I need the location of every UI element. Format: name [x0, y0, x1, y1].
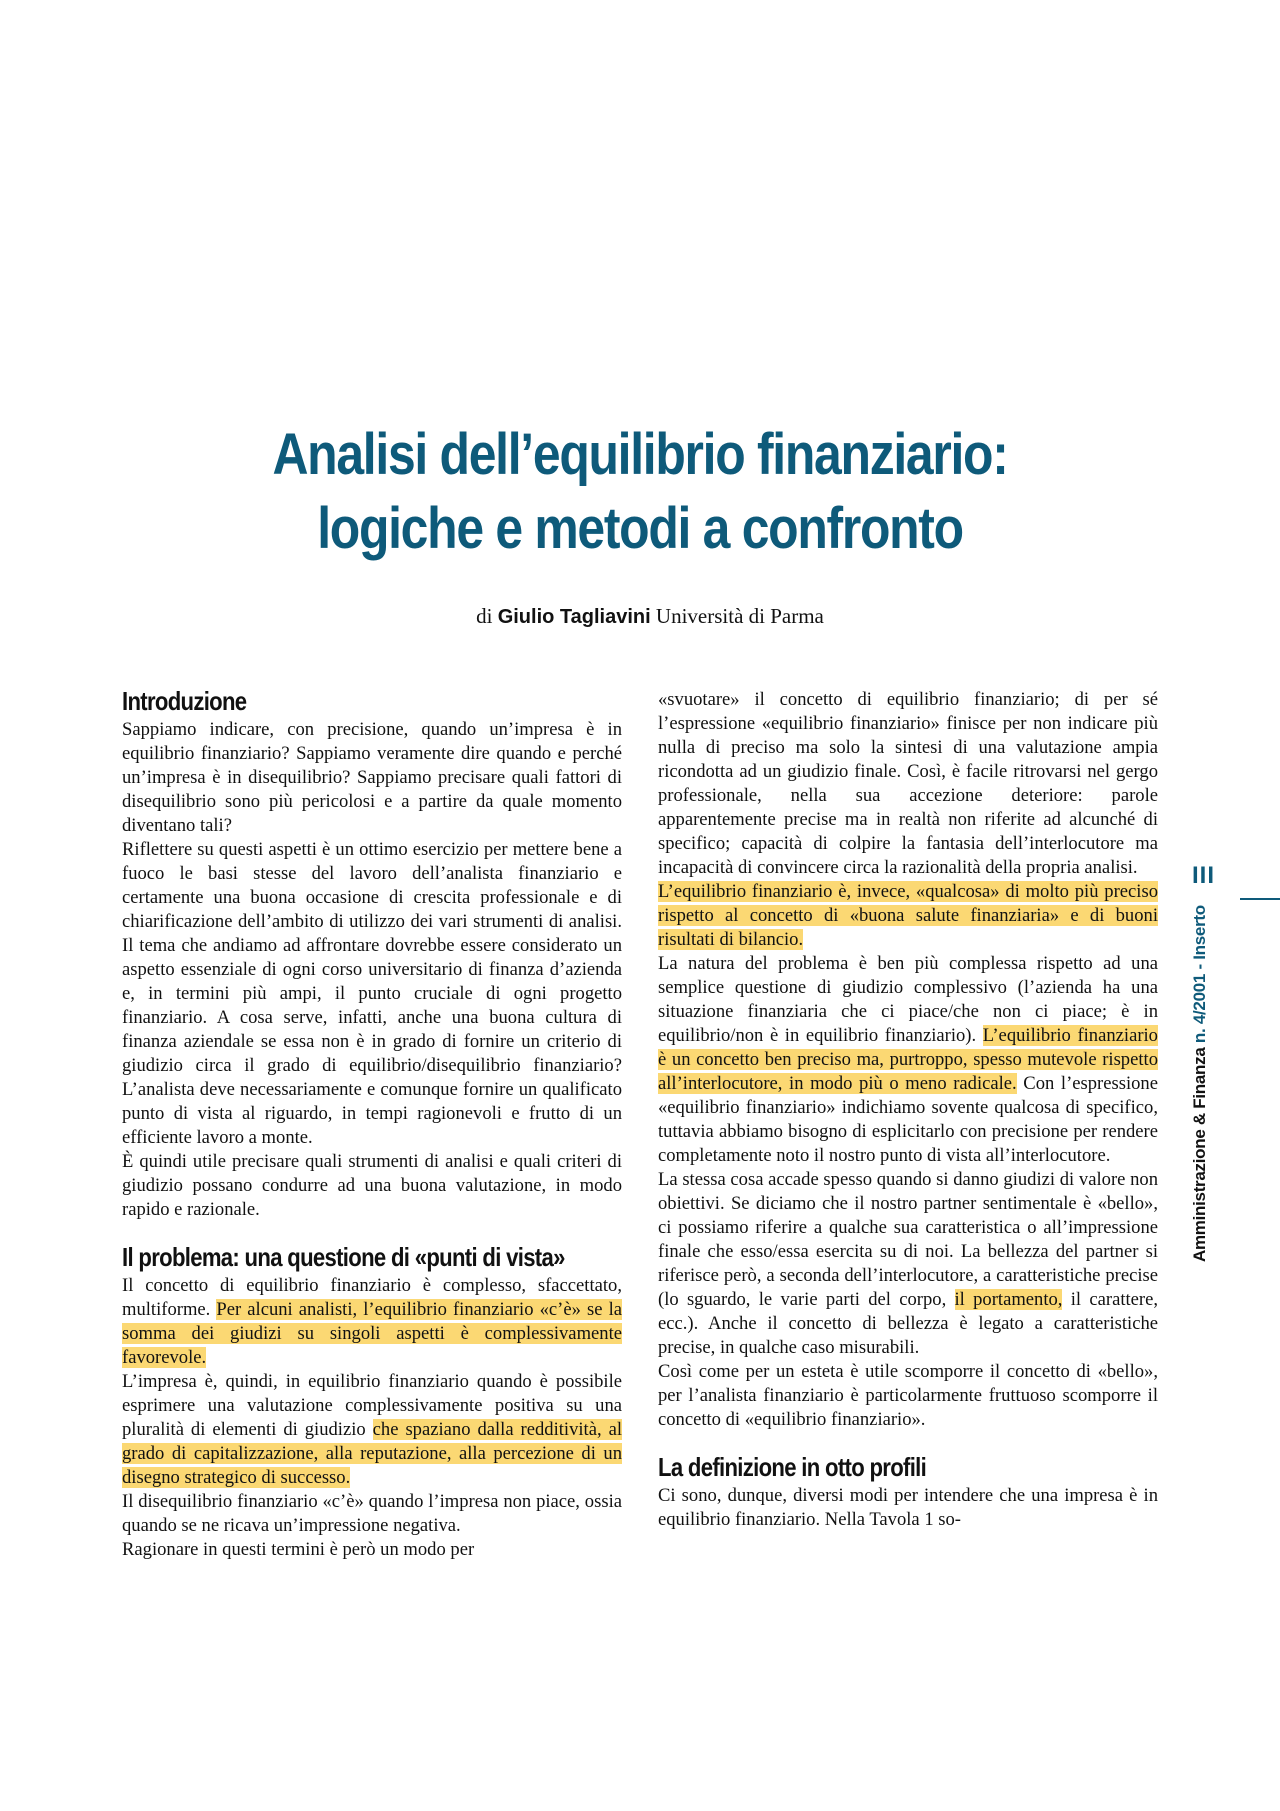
problem-text: L’impresa è, quindi, in equilibrio finanziario quando è possibile esprimere una valutazione complessivamente positiva su una pluralità di elementi di giudizio [122, 1371, 622, 1440]
page-number: III [1192, 862, 1216, 889]
right-paragraph-4 [658, 1168, 1158, 1360]
problem-paragraph-2 [122, 1370, 622, 1490]
intro-paragraph-1: Sappiamo indicare, con precisione, quando un’impresa è in equilibrio finanziario? Sappiamo veramente dire quando e perché un’impresa è in disequilibrio? Sappiamo precisare quali fattori di disequilibrio sono più pericolosi e a partire da quale momento diventano tali? [122, 719, 622, 836]
byline-prefix: di [476, 604, 493, 628]
magazine-name: Amministrazione & Finanza [1190, 1047, 1209, 1262]
body-text: La natura del problema è ben più complessa rispetto ad una semplice questione di giudizio complessivo (l’azienda ha una situazione finanziaria che ci piace/che non ci piace; è in equilibrio/non è in equilibrio finanziario). [658, 953, 1158, 1046]
title-line-1: Analisi dell’equilibrio finanziario: [272, 422, 1008, 487]
left-column [122, 686, 622, 1562]
intro-paragraph-3: È quindi utile precisare quali strumenti di analisi e quali criteri di giudizio possano condurre ad una buona valutazione, in modo rapido e razionale. [122, 1151, 622, 1220]
heading-introduzione: Introduzione [122, 686, 247, 716]
body-text: il carattere, ecc.). Anche il concetto di bellezza è legato a caratteristiche precise, in qualche caso misurabili. [658, 1289, 1158, 1358]
highlighted-text: che spaziano dalla redditività, al grado di capitalizzazione, alla reputazione, alla percezione di un disegno strategico di successo. [122, 1419, 623, 1488]
problem-paragraph-1 [122, 1274, 622, 1370]
body-text: Con l’espressione «equilibrio finanziario» indichiamo sovente qualcosa di specifico, tuttavia abbiamo bisogno di esplicitarlo con precisione per rendere completamente noto il nostro punto di vista all’interlocutore. [658, 1073, 1158, 1166]
highlighted-text: il portamento, [954, 1289, 1063, 1310]
right-paragraph-6: Ci sono, dunque, diversi modi per intendere che una impresa è in equilibrio finanziario. Nella Tavola 1 so- [658, 1485, 1158, 1530]
problem-text: Il concetto di equilibrio finanziario è complesso, sfaccettato, multiforme. [122, 1275, 622, 1320]
highlighted-text: L’equilibrio finanziario è, invece, «qualcosa» di molto più preciso rispetto al concetto di «buona salute finanziaria» e di buoni risultati di bilancio. [658, 881, 1158, 950]
title-line-2: logiche e metodi a confronto [317, 496, 963, 561]
running-footer [1190, 862, 1210, 1262]
sidebar-rule [1240, 898, 1280, 900]
article-title [90, 418, 1191, 566]
right-column [658, 688, 1158, 1532]
highlighted-text: Per alcuni analisti, l’equilibrio finanziario «c’è» se la somma dei giudizi su singoli aspetti è complessivamente favorevole. [122, 1299, 622, 1368]
author-affiliation: Università di Parma [655, 604, 824, 628]
intro-paragraph-2: Riflettere su questi aspetti è un ottimo esercizio per mettere bene a fuoco le basi stesse del lavoro dell’analista finanziario e certamente una buona occasione di crescita professionale e di chiarificazione dell’ambito di utilizzo dei vari strumenti di analisi. Il tema che andiamo ad affrontare dovrebbe essere considerato un aspetto essenziale di ogni corso universitario di finanza d’azienda e, in termini più ampi, il punto cruciale di ogni progetto finanziario. A cosa serve, infatti, anche una buona cultura di finanza aziendale se essa non è in grado di fornire un criterio di giudizio circa il grado di equilibrio/disequilibrio finanziario? L’analista deve necessariamente e comunque fornire un qualificato punto di vista al riguardo, in tempi ragionevoli e frutto di un efficiente lavoro a monte. [122, 839, 622, 1148]
problem-paragraph-3: Il disequilibrio finanziario «c’è» quando l’impresa non piace, ossia quando se ne ricava un’impressione negativa. [122, 1491, 622, 1536]
author-name: Giulio Tagliavini [497, 606, 651, 628]
heading-definizione: La definizione in otto profili [658, 1452, 927, 1482]
right-paragraph-5: Così come per un esteta è utile scomporre il concetto di «bello», per l’analista finanziario è particolarmente fruttuoso scomporre il concetto di «equilibrio finanziario». [658, 1361, 1158, 1430]
body-text: La stessa cosa accade spesso quando si danno giudizi di valore non obiettivi. Se diciamo che il nostro partner sentimentale è «bello», ci possiamo riferire a qualche sua caratteristica o all’impressione finale che esso/essa esercita su di noi. La bellezza del partner si riferisce però, a seconda dell’interlocutore, a caratteristiche precise (lo sguardo, le varie parti del corpo, [658, 1169, 1158, 1310]
byline [0, 604, 1280, 629]
issue-label: n. 4/2001 - Inserto [1190, 905, 1209, 1044]
right-paragraph-1: «svuotare» il concetto di equilibrio finanziario; di per sé l’espressione «equilibrio finanziario» finisce per non indicare più nulla di preciso ma solo la sintesi di una valutazione ampia ricondotta ad un giudizio finale. Così, è facile ritrovarsi nel gergo professionale, nella sua accezione deteriore: parole apparentemente precise ma in realtà non riferite ad alcunché di specifico; capacità di colpire la fantasia dell’interlocutore ma incapacità di convincere circa la razionalità della propria analisi. [658, 689, 1158, 878]
highlighted-text: L’equilibrio finanziario è un concetto ben preciso ma, purtroppo, spesso mutevole rispetto all’interlocutore, in modo più o meno radicale. [658, 1025, 1158, 1094]
heading-problema: Il problema: una questione di «punti di vista» [122, 1242, 565, 1272]
right-paragraph-2 [658, 880, 1158, 952]
problem-paragraph-4: Ragionare in questi termini è però un modo per [122, 1539, 475, 1560]
right-paragraph-3 [658, 952, 1158, 1168]
